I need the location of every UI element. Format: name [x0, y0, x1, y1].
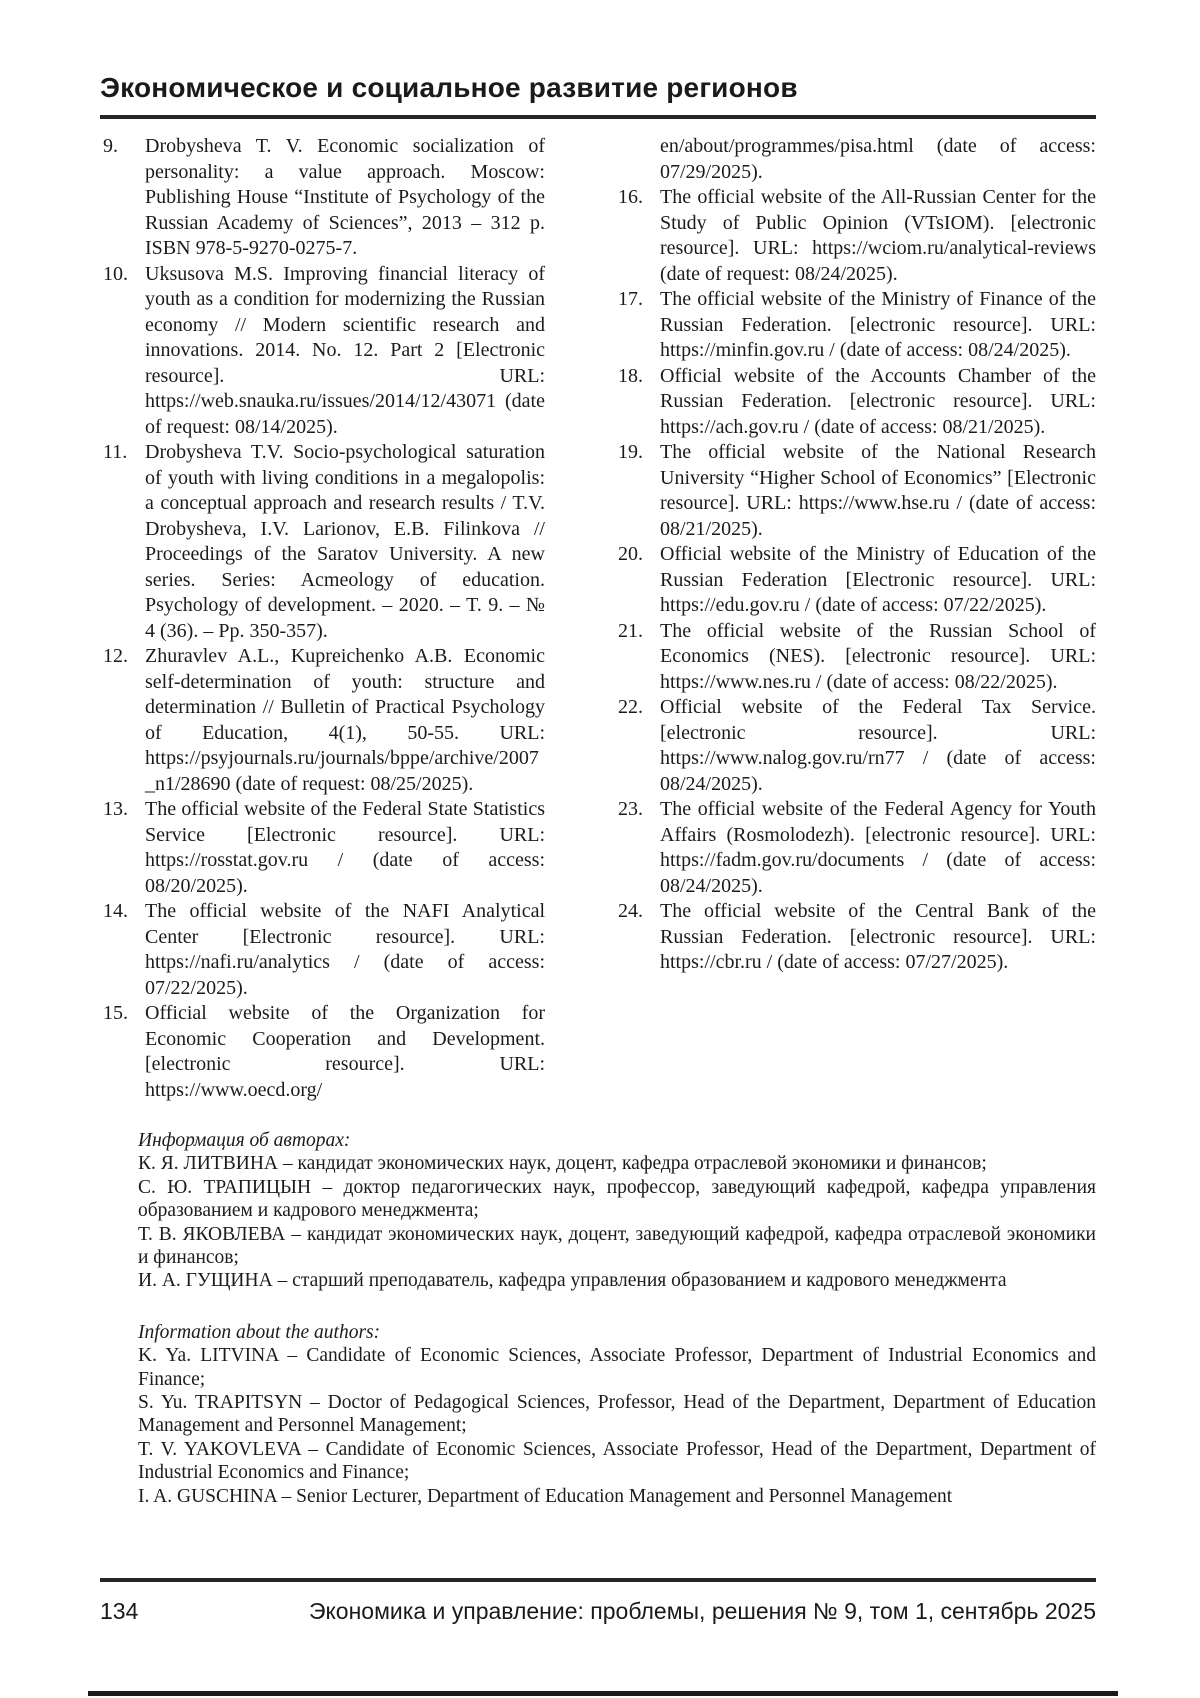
reference-number: 16. [618, 186, 643, 208]
authors-info-ru [138, 1129, 1096, 1293]
reference-text: Official website of the Ministry of Education of the Russian Federation [Electronic resource]. URL: https://edu.gov.ru / (date of access: 07/22/2025). [660, 543, 1096, 616]
authors-ru-list [138, 1152, 1096, 1292]
reference-text: The official website of the Ministry of Finance of the Russian Federation. [electronic resource]. URL: https://minfin.gov.ru / (date of access: 08/24/2025). [660, 288, 1096, 361]
authors-info-en [138, 1321, 1096, 1508]
reference-text: Official website of the Federal Tax Service. [electronic resource]. URL: https://www.nalog.gov.ru/rn77 / (date of access: 08/24/2025). [660, 696, 1096, 795]
reference-item [100, 899, 545, 1001]
page-number: 134 [100, 1598, 139, 1624]
author-entry: K. Ya. LITVINA – Candidate of Economic Sciences, Associate Professor, Department of Industrial Economics and Finance; [138, 1345, 1096, 1390]
reference-item [615, 287, 1096, 364]
reference-number: 11. [103, 441, 128, 463]
reference-text: The official website of the Russian School of Economics (NES). [electronic resource]. URL: https://www.nes.ru / (date of access: 08/22/2025). [660, 619, 1096, 693]
reference-item [100, 1001, 545, 1103]
reference-item [100, 440, 545, 644]
author-entry: T. V. YAKOVLEVA – Candidate of Economic Sciences, Associate Professor, Head of the Department, Department of Industrial Economics and Finance; [138, 1438, 1096, 1484]
reference-text: Drobysheva T.V. Socio-psychological saturation of youth with living conditions in a megalopolis: a conceptual approach and research results / T.V. Drobysheva, I.V. Larionov, E.B. Filinkova // Proceedings of the Saratov University. A new series. Series: Acmeology of education. Psychology of development. – 2020. – T. 9. – № 4 (36). – Pp. 350-357). [145, 441, 545, 642]
author-entry: Т. В. ЯКОВЛЕВА – кандидат экономических наук, доцент, заведующий кафедрой, кафедра отраслевой экономики и финансов; [138, 1223, 1096, 1269]
reference-item [100, 262, 545, 441]
authors-en-list [138, 1344, 1096, 1508]
reference-item [615, 899, 1096, 976]
reference-number: 24. [618, 900, 643, 922]
reference-text: en/about/programmes/pisa.html (date of access: 07/29/2025). [660, 135, 1096, 183]
author-entry: I. A. GUSCHINA – Senior Lecturer, Department of Education Management and Personnel Management [138, 1485, 953, 1507]
reference-number: 14. [103, 900, 128, 922]
reference-number: 21. [618, 619, 643, 642]
reference-text: Drobysheva T. V. Economic socialization of personality: a value approach. Moscow: Publishing House “Institute of Psychology of the Russian Academy of Sciences”, 2013 – 312 p. ISBN 978-5-9270-0275-7. [145, 135, 545, 259]
reference-text: Official website of the Organization for Economic Cooperation and Development. [electronic resource]. URL: https://www.oecd.org/ [145, 1002, 545, 1101]
reference-number: 12. [103, 645, 128, 667]
reference-item [100, 797, 545, 899]
reference-text: The official website of the Federal State Statistics Service [Electronic resource]. URL: https://rosstat.gov.ru / (date of access: 08/20/2025). [145, 798, 545, 897]
author-entry: S. Yu. TRAPITSYN – Doctor of Pedagogical Sciences, Professor, Head of the Department, Department of Education Management and Personnel Management; [138, 1392, 1096, 1437]
reference-text: Uksusova M.S. Improving financial literacy of youth as a condition for modernizing the Russian economy // Modern scientific research and innovations. 2014. No. 12. Part 2 [Electronic resource]. URL: https://web.snauka.ru/issues/2014/12/43071 (date of request: 08/14/2025). [145, 262, 545, 438]
references-section [100, 134, 1096, 1103]
reference-number: 9. [103, 135, 118, 157]
reference-number: 22. [618, 696, 643, 718]
header-divider [100, 115, 1096, 119]
reference-text: The official website of the Federal Agency for Youth Affairs (Rosmolodezh). [electronic resource]. URL: https://fadm.gov.ru/documents / (date of access: 08/24/2025). [660, 798, 1096, 897]
reference-number: 23. [618, 798, 643, 820]
author-entry: И. А. ГУЩИНА – старший преподаватель, кафедра управления образованием и кадрового менеджмента [138, 1270, 1007, 1292]
journal-footer-title: Экономика и управление: проблемы, решения № 9, том 1, сентябрь 2025 [308, 1598, 1096, 1624]
authors-ru-heading: Информация об авторах: [138, 1130, 351, 1151]
reference-text: The official website of the Central Bank of the Russian Federation. [electronic resource]. URL: https://cbr.ru / (date of access: 07/27/2025). [660, 900, 1096, 973]
reference-item [100, 644, 545, 797]
authors-en-heading: Information about the authors: [138, 1321, 381, 1343]
reference-text: Zhuravlev A.L., Kupreichenko A.B. Economic self-determination of youth: structure and determination // Bulletin of Practical Psychology of Education, 4(1), 50-55. URL: https://psyjournals.ru/journals/bppe/archive/2007_n1/28690 (date of request: 08/25/2025). [145, 645, 545, 795]
reference-number: 10. [103, 262, 128, 285]
footer-divider [100, 1578, 1096, 1582]
reference-number: 13. [103, 798, 128, 820]
reference-item [615, 542, 1096, 619]
reference-text: The official website of the National Research University “Higher School of Economics” [Electronic resource]. URL: https://www.hse.ru / (date of access: 08/21/2025). [660, 441, 1096, 540]
reference-item [615, 440, 1096, 542]
reference-item [100, 134, 545, 262]
reference-number: 20. [618, 543, 643, 565]
reference-number: 17. [618, 288, 643, 310]
reference-item [615, 364, 1096, 441]
reference-number: 15. [103, 1002, 128, 1024]
reference-item [615, 185, 1096, 287]
page-footer [100, 1578, 1096, 1625]
reference-number: 19. [618, 441, 643, 463]
reference-number: 18. [618, 364, 643, 387]
author-entry: К. Я. ЛИТВИНА – кандидат экономических наук, доцент, кафедра отраслевой экономики и финансов; [138, 1153, 987, 1175]
reference-text: The official website of the All-Russian Center for the Study of Public Opinion (VTsIOM). [electronic resource]. URL: https://wciom.ru/analytical-reviews (date of request: 08/24/2025). [660, 186, 1096, 285]
reference-text: Official website of the Accounts Chamber of the Russian Federation. [electronic resource]. URL: https://ach.gov.ru / (date of access: 08/21/2025). [660, 364, 1096, 438]
references-left-column [100, 134, 545, 1103]
scan-bottom-edge [88, 1691, 1118, 1696]
author-entry: С. Ю. ТРАПИЦЫН – доктор педагогических наук, профессор, заведующий кафедрой, кафедра управления образованием и кадрового менеджмента; [138, 1176, 1096, 1222]
reference-text: The official website of the NAFI Analytical Center [Electronic resource]. URL: https://nafi.ru/analytics / (date of access: 07/22/2025). [145, 900, 545, 999]
running-head-title: Экономическое и социальное развитие регионов [100, 72, 798, 103]
references-right-column [615, 134, 1096, 1103]
reference-item [615, 797, 1096, 899]
reference-item [615, 134, 1096, 185]
reference-item [615, 619, 1096, 696]
reference-item [615, 695, 1096, 797]
